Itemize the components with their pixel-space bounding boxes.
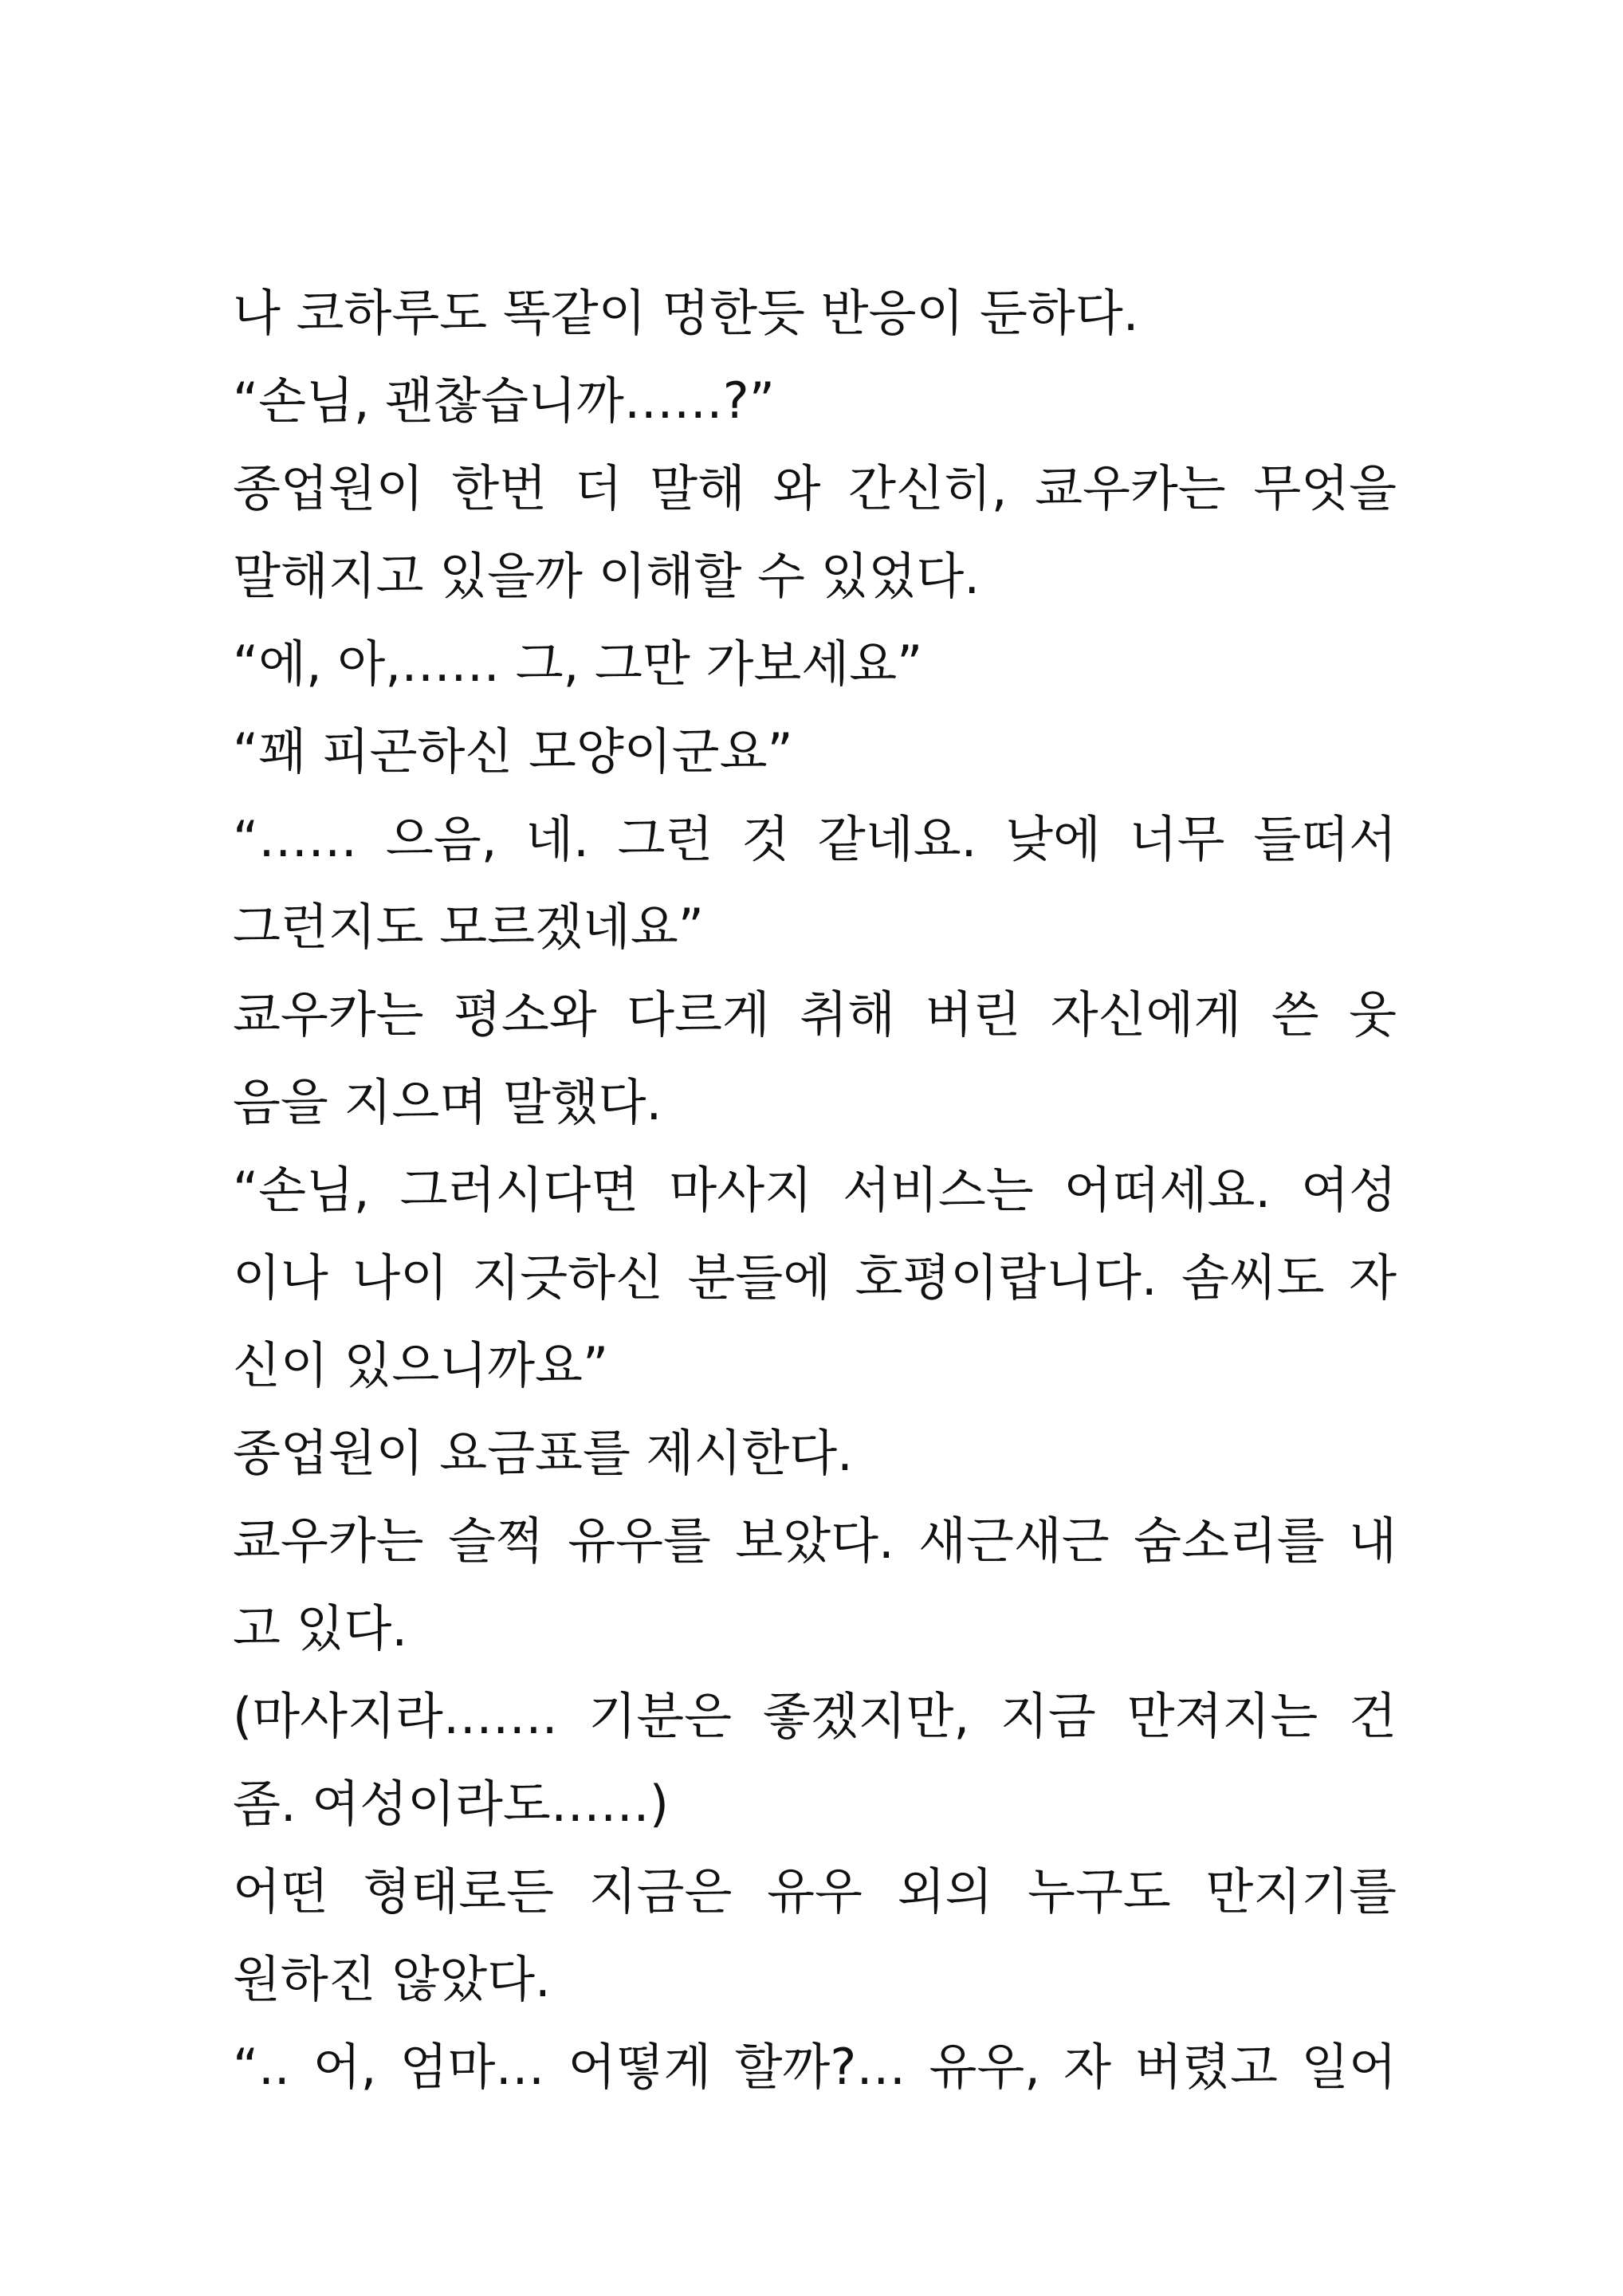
- text-line: 고 있다.: [233, 1599, 408, 1657]
- text-line: 원하진 않았다.: [233, 1950, 551, 2008]
- text-line: “꽤 피곤하신 모양이군요”: [233, 722, 793, 780]
- text-line: 쿄우카는 슬쩍 유우를 보았다. 새근새근 숨소리를 내: [233, 1512, 1397, 1570]
- text-line: (마사지라……. 기분은 좋겠지만, 지금 만져지는 건: [233, 1687, 1397, 1745]
- text-line: “에, 아,…… 그, 그만 가보세요”: [233, 635, 923, 693]
- text-line: “.. 어, 엄마… 어떻게 할까?… 유우, 자 버렸고 일어: [233, 2038, 1397, 2096]
- text-line: “손님, 괜찮습니까……?”: [233, 372, 775, 430]
- body-text: [233, 269, 1397, 2111]
- text-line: “…… 으음, 네. 그런 것 같네요. 낮에 너무 들떠서: [233, 810, 1397, 868]
- text-line: 이나 나이 지긋하신 분들에 호평이랍니다. 솜씨도 자: [233, 1248, 1397, 1307]
- text-line: “손님, 그러시다면 마사지 서비스는 어떠세요. 여성: [233, 1161, 1397, 1219]
- text-line: 말해지고 있을까 이해할 수 있었다.: [233, 547, 980, 605]
- text-line: 어떤 형태로든 지금은 유우 외의 누구도 만지기를: [233, 1862, 1397, 1921]
- text-line: 종업원이 요금표를 제시한다.: [233, 1424, 853, 1482]
- text-line: 신이 있으니까요”: [233, 1336, 609, 1394]
- text-line: 좀. 여성이라도……): [233, 1775, 669, 1833]
- text-line: 나 코하루도 똑같이 멍한듯 반응이 둔하다.: [233, 284, 1139, 342]
- text-line: 음을 지으며 말했다.: [233, 1073, 662, 1131]
- text-line: 종업원이 한번 더 말해 와 간신히, 쿄우카는 무엇을: [233, 459, 1397, 517]
- text-line: 그런지도 모르겠네요”: [233, 898, 704, 956]
- text-line: 쿄우카는 평소와 다르게 취해 버린 자신에게 쓴 웃: [233, 985, 1397, 1044]
